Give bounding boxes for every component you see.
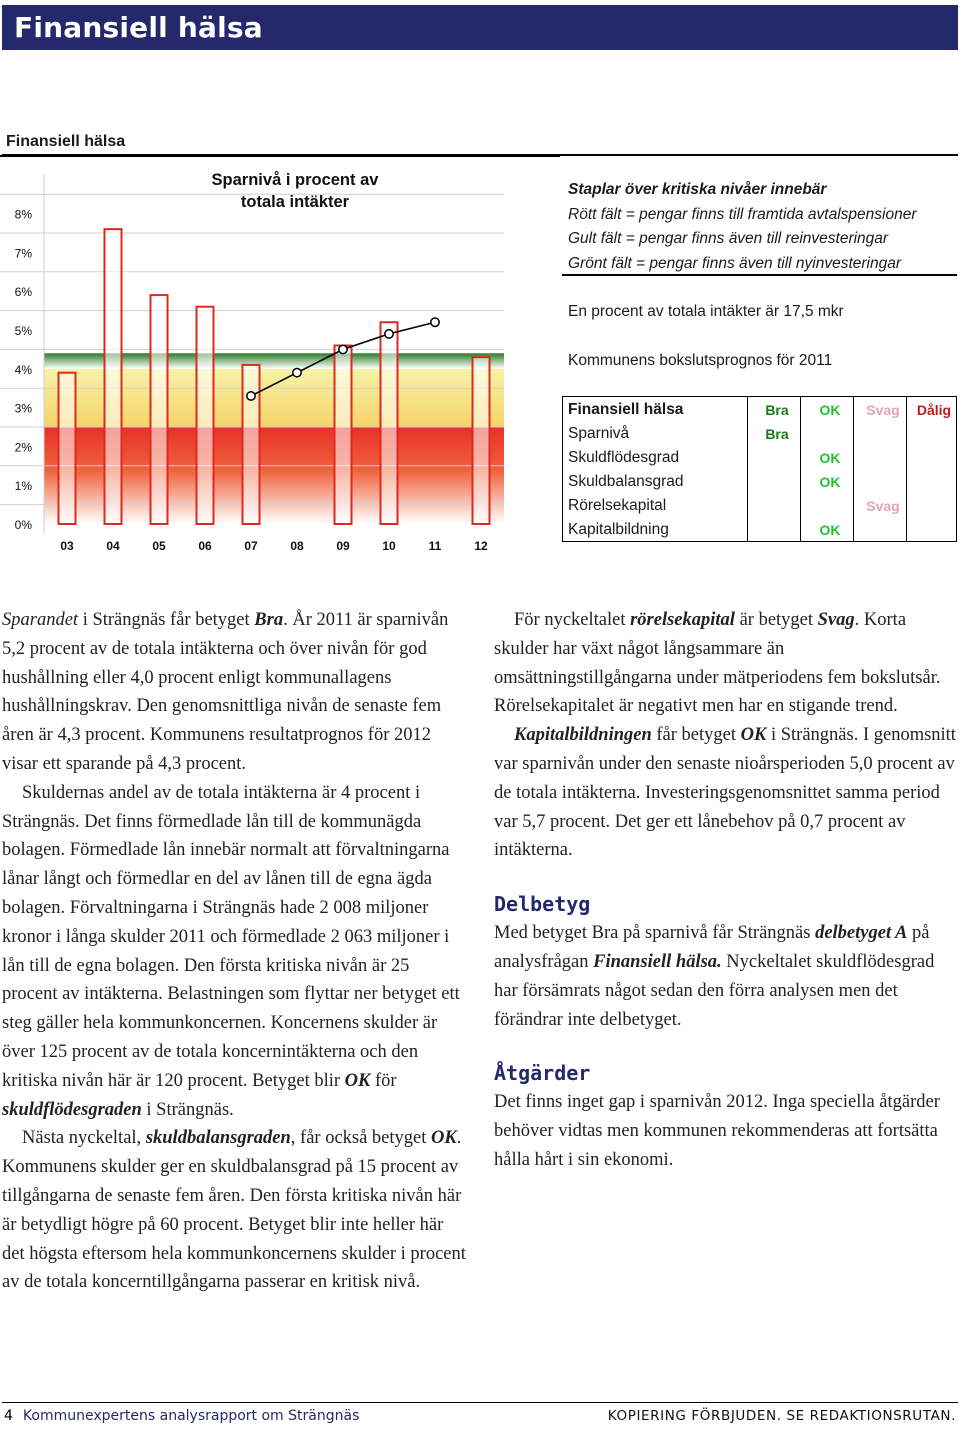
x-tick-label: 07 [244,539,258,553]
grades-header-row [563,398,956,422]
y-tick-label: 5% [14,324,32,338]
grade-row [563,494,956,518]
x-tick-label: 11 [428,539,442,553]
paragraph: Nästa nyckeltal, skuldbalansgraden, får också betyget OK. Kommunens skulder ger en skuldbalansgrad på 15 procent av tillgångarna de senaste fem åren. Den första kritiska nivån här är betydligt högre på 60 procent. Betyget blir inte heller här det högsta eftersom hela kommunkoncernens skulder i procent av de totala koncerntillgångarna passerar en kritisk nivå. [2,1128,466,1293]
paragraph: För nyckeltalet rörelsekapital är betyget Svag. Korta skulder har växt något långsammare än omsättningstillgångarna under mätperiodens fem bokslutsår. Rörelsekapitalet är negativt men har en stigande trend. [494,610,941,717]
report-name: Kommunexpertens analysrapport om Strängnäs [22,1408,360,1424]
grade-value: OK [819,474,841,490]
y-tick-label: 0% [14,518,32,532]
grade-value: OK [819,522,841,538]
footer-left [4,1408,359,1424]
x-tick-label: 05 [152,539,166,553]
grade-row [563,446,956,470]
heading-atgarder: Åtgärder [494,1061,591,1086]
paragraph: Med betyget Bra på sparnivå får Strängnäs delbetyget A på analysfrågan Finansiell hälsa. Nyckeltalet skuldflödesgrad har försämrats något sedan den förra analysen men det förändrar inte delbetyget. [494,923,935,1030]
bar [197,307,214,524]
x-tick-label: 04 [106,539,120,553]
info-line: Rött fält = pengar finns till framtida avtalspensioner [568,206,917,223]
paragraph: Skuldernas andel av de totala intäkterna är 4 procent i Strängnäs. Det finns förmedlade lån till de kommunägda bolagen. Förmedlade lån innebär normalt att förvaltningarna lånar långt och förmedlar en del av lånen till de egna ägda bolagen. Förvaltningarna i Strängnäs hade 2 008 miljoner kronor i långa skulder 2011 och förmedlade 2 063 miljoner i lån till de egna bolagen. Den första kritiska nivån är 25 procent av intäkterna. Belastningen som flyttar ner betyget ett steg gäller hela kommunkoncernen. Koncernens skulder är över 125 procent av de totala koncernintäkterna och den kritiska nivån här är 120 procent. Betyget blir OK för skuldflödesgraden i Strängnäs. [2,782,460,1120]
grade-row-label: Sparnivå [568,425,630,442]
grade-row [563,518,956,542]
grade-row-label: Rörelsekapital [568,497,667,514]
grade-row [563,470,956,494]
paragraph: Kapitalbildningen får betyget OK i Strängnäs. I genomsnitt var sparnivån under den senaste nioårsperioden 5,0 procent av de totala intäkterna. Investeringsgenomsnittet samma period var 5,7 procent. Det ger ett lånebehov på 0,7 procent av intäkterna. [494,725,956,861]
grade-row-label: Kapitalbildning [568,521,669,538]
y-tick-label: 3% [14,401,32,416]
x-tick-label: 06 [198,539,212,553]
grades-header-label: Finansiell hälsa [568,401,684,418]
title-banner [2,5,958,50]
x-tick-label: 10 [382,539,396,553]
grade-value: OK [819,450,841,466]
x-tick-label: 08 [290,539,304,553]
grade-column-ok: OK [819,402,841,418]
line-point [339,345,347,353]
line-point [293,368,301,376]
divider [2,1402,958,1403]
line-point [431,318,439,326]
y-tick-label: 4% [14,362,32,377]
section-title: Finansiell hälsa [6,133,126,150]
y-tick-label: 8% [14,207,32,222]
info-line: Gult fält = pengar finns även till reinvesteringar [568,230,889,247]
info-line: Grönt fält = pengar finns även till nyinvesteringar [568,255,902,272]
x-tick-label: 12 [474,539,488,553]
divider [562,274,957,276]
percent-note: En procent av totala intäkter är 17,5 mkr [568,303,844,320]
page-number: 4 [4,1408,13,1424]
line-point [247,392,255,400]
bar [243,365,260,524]
x-tick-label: 09 [336,539,350,553]
bar [335,346,352,524]
body-column-left [2,606,468,1293]
grade-value: Svag [866,498,900,514]
paragraph: Det finns inget gap i sparnivån 2012. Inga speciella åtgärder behöver vidtas men kommunen rekommenderas att fortsätta hålla hårt i sin ekonomi. [494,1092,940,1170]
paragraph: Sparandet i Strängnäs får betyget Bra. År 2011 är sparnivån 5,2 procent av de totala intäkterna och över nivån för god hushållning eller 4,0 procent enligt kommunallagens hushållningskrav. Den genomsnittliga nivån de senaste fem åren är 4,3 procent. Kommunens resultatprognos för 2012 visar ett sparande på 4,3 procent. [2,610,449,774]
grades-table [562,396,957,542]
chart-title-line2: totala intäkter [240,193,350,211]
page-title: Finansiell hälsa [14,11,263,44]
grade-row-label: Skuldbalansgrad [568,473,684,490]
x-tick-label: 03 [60,539,74,553]
bar [105,229,122,524]
y-tick-label: 2% [14,440,32,455]
grade-column-svag: Svag [866,402,900,418]
bar [151,295,168,524]
copyright-notice: KOPIERING FÖRBJUDEN. SE REDAKTIONSRUTAN. [607,1408,956,1424]
bar [59,373,76,524]
savings-chart [0,156,560,556]
body-column-right [494,606,960,1175]
chart-title-line1: Sparnivå i procent av [211,171,379,189]
info-heading: Staplar över kritiska nivåer innebär [568,181,827,198]
grade-value: Bra [765,426,789,442]
heading-delbetyg: Delbetyg [494,892,591,917]
y-tick-label: 1% [14,479,32,494]
forecast-note: Kommunens bokslutsprognos för 2011 [568,352,833,369]
y-tick-label: 6% [14,285,32,300]
y-tick-label: 7% [14,246,32,261]
grade-row-label: Skuldflödesgrad [568,449,680,466]
line-point [385,330,393,338]
bar [381,322,398,524]
grade-row [563,422,956,446]
grade-column-bra: Bra [765,402,789,418]
bar [473,357,490,524]
grade-column-dalig: Dålig [916,402,952,418]
